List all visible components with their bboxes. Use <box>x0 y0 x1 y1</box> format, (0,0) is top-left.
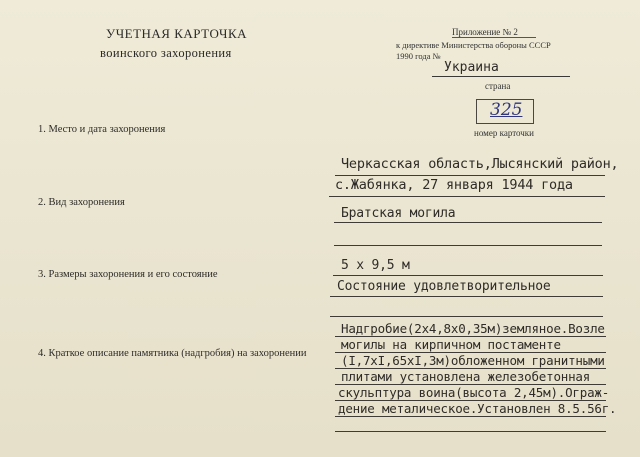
answer-description-underline-6 <box>335 416 606 417</box>
answer-burial-type: Братская могила <box>341 206 456 221</box>
question-burial-type: 2. Вид захоронения <box>38 197 125 208</box>
appendix-underline <box>452 37 536 38</box>
answer-description-line-6: дение металическое.Установлен 8.5.56г. <box>338 401 617 416</box>
answer-condition-underline-2 <box>330 316 603 317</box>
answer-description-line-4: плитами установлена железобетонная <box>341 369 591 384</box>
answer-description-line-1: Надгробие(2х4,8х0,35м)земляное.Возле <box>341 321 605 336</box>
answer-size-underline <box>333 275 603 276</box>
card-subtitle: воинского захоронения <box>100 46 232 60</box>
country-value: Украина <box>444 60 499 75</box>
answer-description-underline-7 <box>335 431 606 432</box>
question-monument-description: 4. Краткое описание памятника (надгробия) на захоронении <box>38 348 307 359</box>
answer-description-line-5: скульптура воина(высота 2,45м).Ограж- <box>338 385 610 400</box>
question-burial-place: 1. Место и дата захоронения <box>38 124 166 135</box>
answer-place-underline-2 <box>329 196 605 197</box>
country-label: страна <box>485 81 511 91</box>
directive-line-2: 1990 года № <box>396 51 441 61</box>
answer-place-line-1: Черкасская область,Лысянский район, <box>341 156 619 172</box>
appendix-label: Приложение № 2 <box>452 27 518 37</box>
answer-type-underline-2 <box>334 245 602 246</box>
directive-line-1: к директиве Министерства обороны СССР <box>396 40 551 50</box>
answer-description-line-2: могилы на кирпичном постаменте <box>341 337 561 352</box>
question-burial-size: 3. Размеры захоронения и его состояние <box>38 269 218 280</box>
answer-place-line-2: с.Жабянка, 27 января 1944 года <box>335 177 573 193</box>
answer-condition-underline <box>330 296 603 297</box>
directive-reference <box>396 40 616 62</box>
card-number-value: 325 <box>490 100 523 120</box>
country-underline <box>432 76 570 77</box>
answer-place-underline-1 <box>335 175 605 176</box>
answer-description-line-3: (I,7хI,65хI,3м)обложенном гранитными <box>341 353 605 368</box>
card-number-label: номер карточки <box>474 128 534 138</box>
card-title: УЧЕТНАЯ КАРТОЧКА <box>106 26 248 41</box>
answer-type-underline <box>334 222 602 223</box>
answer-burial-size: 5 х 9,5 м <box>341 258 410 273</box>
answer-burial-condition: Состояние удовлетворительное <box>337 279 551 294</box>
